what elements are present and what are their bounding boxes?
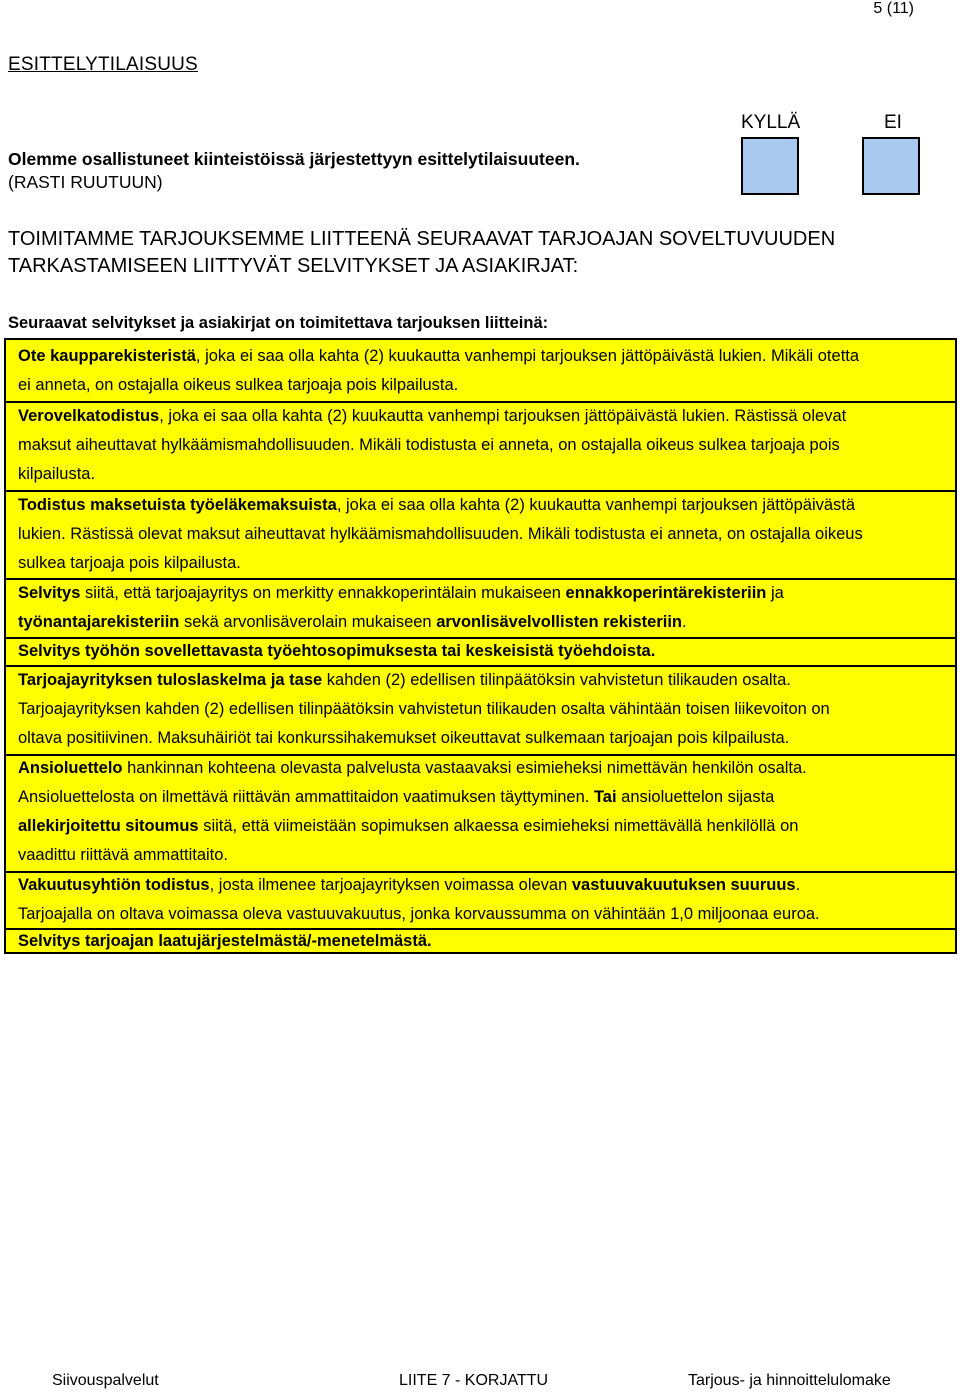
intro-text: Seuraavat selvitykset ja asiakirjat on toimitettava tarjouksen liitteinä:: [8, 314, 549, 332]
no-column-header: EI: [884, 112, 902, 133]
row-divider: [6, 401, 955, 403]
page-number: 5 (11): [873, 0, 914, 17]
requirement-financial-statements: Tarjoajayrityksen tuloslaskelma ja tase kahden (2) edellisen tilinpäätöksin vahvistetun tilikauden osalta.: [18, 671, 791, 689]
requirement-line: ei anneta, on ostajalla oikeus sulkea tarjoaja pois kilpailusta.: [18, 376, 459, 394]
footer-right: Tarjous- ja hinnoittelulomake: [688, 1372, 891, 1389]
requirement-pension-certificate: Todistus maksetuista työeläkemaksuista, joka ei saa olla kahta (2) kuukautta vanhempi tarjouksen jättöpäivästä: [18, 496, 856, 514]
requirement-line: Tarjoajalla on oltava voimassa oleva vastuuvakuutus, jonka korvaussumma on vähintään 1,0 miljoonaa euroa.: [18, 905, 820, 923]
requirement-line: maksut aiheuttavat hylkäämismahdollisuuden. Mikäli todistusta ei anneta, on ostajalla oikeus sulkea tarjoaja pois: [18, 436, 840, 454]
page-title: ESITTELYTILAISUUS: [8, 54, 198, 75]
yes-column-header: KYLLÄ: [741, 112, 801, 133]
requirement-line: oltava positiivinen. Maksuhäiriöt tai konkurssihakemukset oikeuttavat sulkemaan tarjoajan pois kilpailusta.: [18, 729, 790, 747]
row-divider: [6, 490, 955, 492]
yes-checkbox[interactable]: [741, 137, 799, 195]
footer-left: Siivouspalvelut: [52, 1372, 159, 1389]
requirement-line: lukien. Rästissä olevat maksut aiheuttavat hylkäämismahdollisuuden. Mikäli todistusta ei anneta, on ostajalla oikeus: [18, 525, 863, 543]
requirement-line: sulkea tarjoaja pois kilpailusta.: [18, 554, 241, 572]
requirement-line: vaadittu riittävä ammattitaito.: [18, 846, 229, 864]
checkbox-instruction: (RASTI RUUTUUN): [8, 172, 163, 192]
row-divider: [6, 637, 955, 639]
no-checkbox[interactable]: [862, 137, 920, 195]
row-divider: [6, 871, 955, 873]
requirement-line: Tarjoajayrityksen kahden (2) edellisen tilinpäätöksin vahvistetun tilikauden osalta vähintään toisen liikevoiton on: [18, 700, 830, 718]
requirement-registers: Selvitys siitä, että tarjoajayritys on merkitty ennakkoperintälain mukaiseen ennakkoperintärekisteriin ja: [18, 584, 784, 602]
requirement-line: allekirjoitettu sitoumus siitä, että viimeistään sopimuksen alkaessa esimieheksi nimettävällä henkilöllä on: [18, 817, 799, 835]
requirement-line: työnantajarekisteriin sekä arvonlisäverolain mukaiseen arvonlisävelvollisten rekisteriin.: [18, 613, 687, 631]
footer-center: LIITE 7 - KORJATTU: [399, 1372, 549, 1389]
requirement-cv: Ansioluettelo hankinnan kohteena olevasta palvelusta vastaavaksi esimieheksi nimettävän henkilön osalta.: [18, 759, 807, 777]
attendance-statement: Olemme osallistuneet kiinteistöissä järjestettyyn esittelytilaisuuteen.: [8, 149, 580, 169]
requirement-insurance: Vakuutusyhtiön todistus, josta ilmenee tarjoajayrityksen voimassa olevan vastuuvakuutuksen suuruus.: [18, 876, 801, 894]
requirement-collective-agreement: Selvitys työhön sovellettavasta työehtosopimuksesta tai keskeisistä työehdoista.: [18, 642, 656, 660]
requirement-line: Ansioluettelosta on ilmettävä riittävän ammattitaidon vaatimuksen täyttyminen. Tai ansioluettelon sijasta: [18, 788, 775, 806]
row-divider: [6, 665, 955, 667]
row-divider: [6, 754, 955, 756]
requirement-line: kilpailusta.: [18, 465, 96, 483]
section-heading: TOIMITAMME TARJOUKSEMME LIITTEENÄ SEURAAVAT TARJOAJAN SOVELTUVUUDEN TARKASTAMISEEN LIITTYVÄT SELVITYKSET JA ASIAKIRJAT:: [8, 228, 836, 277]
requirement-tax-certificate: Verovelkatodistus, joka ei saa olla kahta (2) kuukautta vanhempi tarjouksen jättöpäivästä lukien. Rästissä olevat: [18, 407, 847, 425]
requirement-quality-system: Selvitys tarjoajan laatujärjestelmästä/-menetelmästä.: [18, 932, 432, 950]
row-divider: [6, 578, 955, 580]
requirements-box: [4, 338, 957, 954]
requirement-trade-register: Ote kaupparekisteristä, joka ei saa olla kahta (2) kuukautta vanhempi tarjouksen jättöpäivästä lukien. Mikäli otetta: [18, 347, 860, 365]
